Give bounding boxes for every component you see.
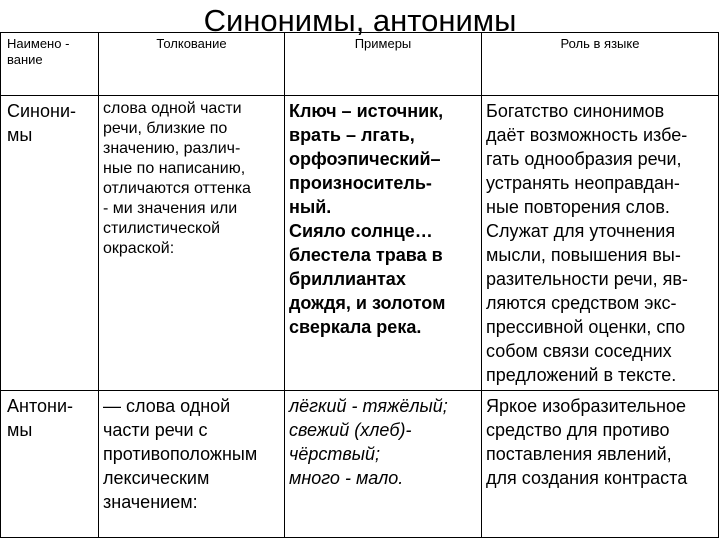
page-title: Синонимы, антонимы <box>203 3 517 38</box>
interpretation-cell: — слова одной части речи с противоположным лексическим значением: <box>99 391 285 538</box>
header-role: Роль в языке <box>482 33 719 96</box>
role-cell: Яркое изобразительное средство для противо поставления явлений, для создания контраста <box>482 391 719 538</box>
interpretation-cell: слова одной части речи, близкие по значению, различ- ные по написанию, отличаются оттенка - ми значения или стилистической окраской: <box>99 96 285 391</box>
header-examples: Примеры <box>285 33 482 96</box>
synonyms-antonyms-table <box>0 32 719 538</box>
table-row-synonyms <box>1 96 719 391</box>
table-row-antonyms <box>1 391 719 538</box>
term-cell: Антони- мы <box>1 391 99 538</box>
examples-cell: Ключ – источник, врать – лгать, орфоэпический– произноситель- ный. Сияло солнце… блестела трава в бриллиантах дождя, и золотом сверкала река. <box>285 96 482 391</box>
header-interpretation: Толкование <box>99 33 285 96</box>
term-cell: Синони- мы <box>1 96 99 391</box>
header-name: Наимено - вание <box>1 33 99 96</box>
role-cell: Богатство синонимов даёт возможность избе- гать однообразия речи, устранять неоправдан- ные повторения слов. Служат для уточнения мысли, повышения вы- разительности речи, яв- ляются средством экс- прессивной оценки, спо собом связи соседних предложений в тексте. <box>482 96 719 391</box>
examples-cell: лёгкий - тяжёлый; свежий (хлеб)- чёрствый; много - мало. <box>285 391 482 538</box>
table-header-row <box>1 33 719 96</box>
